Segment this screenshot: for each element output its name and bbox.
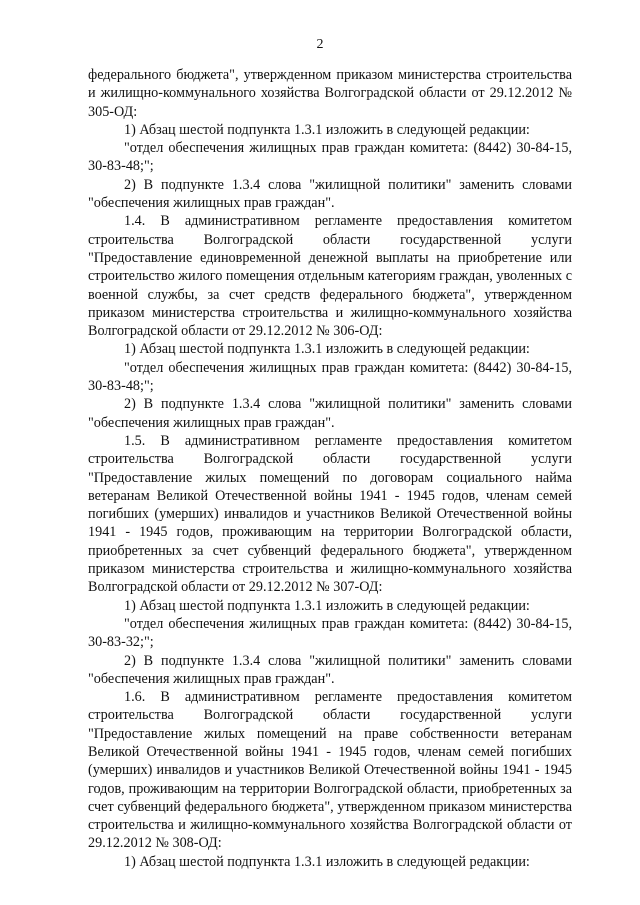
document-body [88,66,572,871]
paragraph-item-1: 1) Абзац шестой подпункта 1.3.1 изложить в следующей редакции: [124,597,530,614]
paragraph-quote: "отдел обеспечения жилищных прав граждан комитета: (8442) 30-84-15, 30-83-48;"; [88,359,572,395]
paragraph-section-1-5: 1.5. В административном регламенте предоставления комитетом строительства Волгоградской области государственной услуги "Предоставление жилых помещений по договорам социального найма ветеранам Великой Отечественной войны 1941 - 1945 годов, членам семей погибших (умерших) инвалидов и участников Великой Отечественной войны 1941 - 1945 годов, проживающим на территории Волгоградской области, приобретенных за счет субвенций федерального бюджета", утвержденном приказом министерства строительства и жилищно-коммунального хозяйства Волгоградской области от 29.12.2012 № 307-ОД: [88,432,572,596]
paragraph-quote: "отдел обеспечения жилищных прав граждан комитета: (8442) 30-84-15, 30-83-32;"; [88,615,572,651]
paragraph-continuation: федерального бюджета", утвержденном приказом министерства строительства и жилищно-коммунального хозяйства Волгоградской области от 29.12.2012 № 305-ОД: [88,67,572,120]
paragraph-item-1: 1) Абзац шестой подпункта 1.3.1 изложить в следующей редакции: [124,341,530,358]
paragraph-section-1-6: 1.6. В административном регламенте предоставления комитетом строительства Волгоградской области государственной услуги "Предоставление жилых помещений на праве собственности ветеранам Великой Отечественной войны 1941 - 1945 годов, членам семей погибших (умерших) инвалидов и участников Великой Отечественной войны 1941 - 1945 годов, проживающим на территории Волгоградской области, приобретенных за счет субвенций федерального бюджета", утвержденном приказом министерства строительства и жилищно-коммунального хозяйства Волгоградской области от 29.12.2012 № 308-ОД: [88,689,572,852]
paragraph-section-1-4: 1.4. В административном регламенте предоставления комитетом строительства Волгоградской области государственной услуги "Предоставление единовременной денежной выплаты на приобретение или строительство жилого помещения отдельным категориям граждан, уволенных с военной службы, за счет средств федерального бюджета", утвержденном приказом министерства строительства и жилищно-коммунального хозяйства Волгоградской области от 29.12.2012 № 306-ОД: [88,213,572,340]
paragraph-item-1: 1) Абзац шестой подпункта 1.3.1 изложить в следующей редакции: [124,121,530,138]
paragraph-item-2: 2) В подпункте 1.3.4 слова "жилищной политики" заменить словами "обеспечения жилищных прав граждан". [88,396,572,431]
paragraph-quote: "отдел обеспечения жилищных прав граждан комитета: (8442) 30-84-15, 30-83-48;"; [88,140,572,175]
paragraph-item-1: 1) Абзац шестой подпункта 1.3.1 изложить в следующей редакции: [124,853,530,870]
paragraph-item-2: 2) В подпункте 1.3.4 слова "жилищной политики" заменить словами "обеспечения жилищных прав граждан". [88,652,572,687]
page-number: 2 [316,37,324,52]
paragraph-item-2: 2) В подпункте 1.3.4 слова "жилищной политики" заменить словами "обеспечения жилищных прав граждан". [88,176,572,212]
